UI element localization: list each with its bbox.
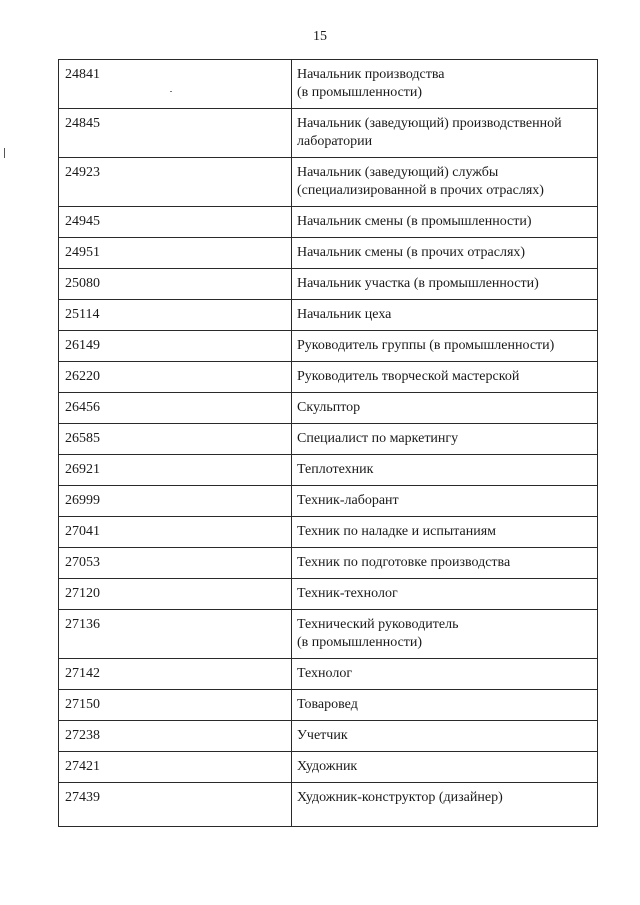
profession-title-cell: Теплотехник: [292, 455, 598, 486]
profession-title-cell: Специалист по маркетингу: [292, 424, 598, 455]
profession-code-cell: 27120: [59, 579, 292, 610]
table-row: [59, 659, 598, 690]
profession-code-cell: 26456: [59, 393, 292, 424]
profession-table: [58, 59, 598, 827]
profession-code-cell: 26220: [59, 362, 292, 393]
profession-code-cell: 27421: [59, 752, 292, 783]
profession-code-cell: 26921: [59, 455, 292, 486]
table-row: [59, 362, 598, 393]
profession-title-cell: Скульптор: [292, 393, 598, 424]
profession-code-cell: 24845: [59, 109, 292, 158]
profession-title-cell: Начальник производства (в промышленности): [292, 60, 598, 109]
profession-code-cell: 27150: [59, 690, 292, 721]
table-row: [59, 610, 598, 659]
profession-code-cell: 25080: [59, 269, 292, 300]
profession-code-cell: 24841: [59, 60, 292, 109]
page-number: 15: [313, 29, 327, 44]
profession-title-cell: Художник-конструктор (дизайнер): [292, 783, 598, 827]
table-row: [59, 517, 598, 548]
table-row: [59, 158, 598, 207]
profession-code-cell: 27136: [59, 610, 292, 659]
profession-code-cell: 27041: [59, 517, 292, 548]
table-row: [59, 393, 598, 424]
profession-code-cell: 27142: [59, 659, 292, 690]
profession-title-cell: Учетчик: [292, 721, 598, 752]
profession-code-cell: 24945: [59, 207, 292, 238]
profession-code-cell: 24923: [59, 158, 292, 207]
table-row: [59, 238, 598, 269]
profession-title-cell: Товаровед: [292, 690, 598, 721]
table-row: [59, 60, 598, 109]
profession-title-cell: Техник по подготовке производства: [292, 548, 598, 579]
table-row: [59, 331, 598, 362]
profession-code-cell: 27238: [59, 721, 292, 752]
profession-title-cell: Художник: [292, 752, 598, 783]
profession-title-cell: Техник-технолог: [292, 579, 598, 610]
profession-title-cell: Начальник участка (в промышленности): [292, 269, 598, 300]
profession-code-cell: 27439: [59, 783, 292, 827]
table-row: [59, 300, 598, 331]
profession-title-cell: Техник-лаборант: [292, 486, 598, 517]
table-row: [59, 783, 598, 827]
profession-code-cell: 27053: [59, 548, 292, 579]
profession-title-cell: Начальник смены (в прочих отраслях): [292, 238, 598, 269]
profession-code-cell: 26149: [59, 331, 292, 362]
table-row: [59, 109, 598, 158]
profession-code-cell: 26585: [59, 424, 292, 455]
table-row: [59, 548, 598, 579]
table-row: [59, 752, 598, 783]
table-row: [59, 486, 598, 517]
profession-title-cell: Технический руководитель (в промышленности): [292, 610, 598, 659]
table-row: [59, 269, 598, 300]
profession-title-cell: Техник по наладке и испытаниям: [292, 517, 598, 548]
profession-code-cell: 26999: [59, 486, 292, 517]
table-row: [59, 579, 598, 610]
scan-margin-mark: [4, 148, 5, 158]
table-row: [59, 424, 598, 455]
profession-title-cell: Руководитель творческой мастерской: [292, 362, 598, 393]
profession-code-cell: 24951: [59, 238, 292, 269]
profession-table-body: [59, 60, 598, 827]
profession-title-cell: Начальник цеха: [292, 300, 598, 331]
profession-code-cell: 25114: [59, 300, 292, 331]
profession-title-cell: Начальник смены (в промышленности): [292, 207, 598, 238]
table-row: [59, 455, 598, 486]
table-row: [59, 207, 598, 238]
profession-title-cell: Начальник (заведующий) производственной лаборатории: [292, 109, 598, 158]
table-row: [59, 690, 598, 721]
profession-title-cell: Руководитель группы (в промышленности): [292, 331, 598, 362]
table-row: [59, 721, 598, 752]
profession-title-cell: Начальник (заведующий) службы (специализированной в прочих отраслях): [292, 158, 598, 207]
profession-title-cell: Технолог: [292, 659, 598, 690]
